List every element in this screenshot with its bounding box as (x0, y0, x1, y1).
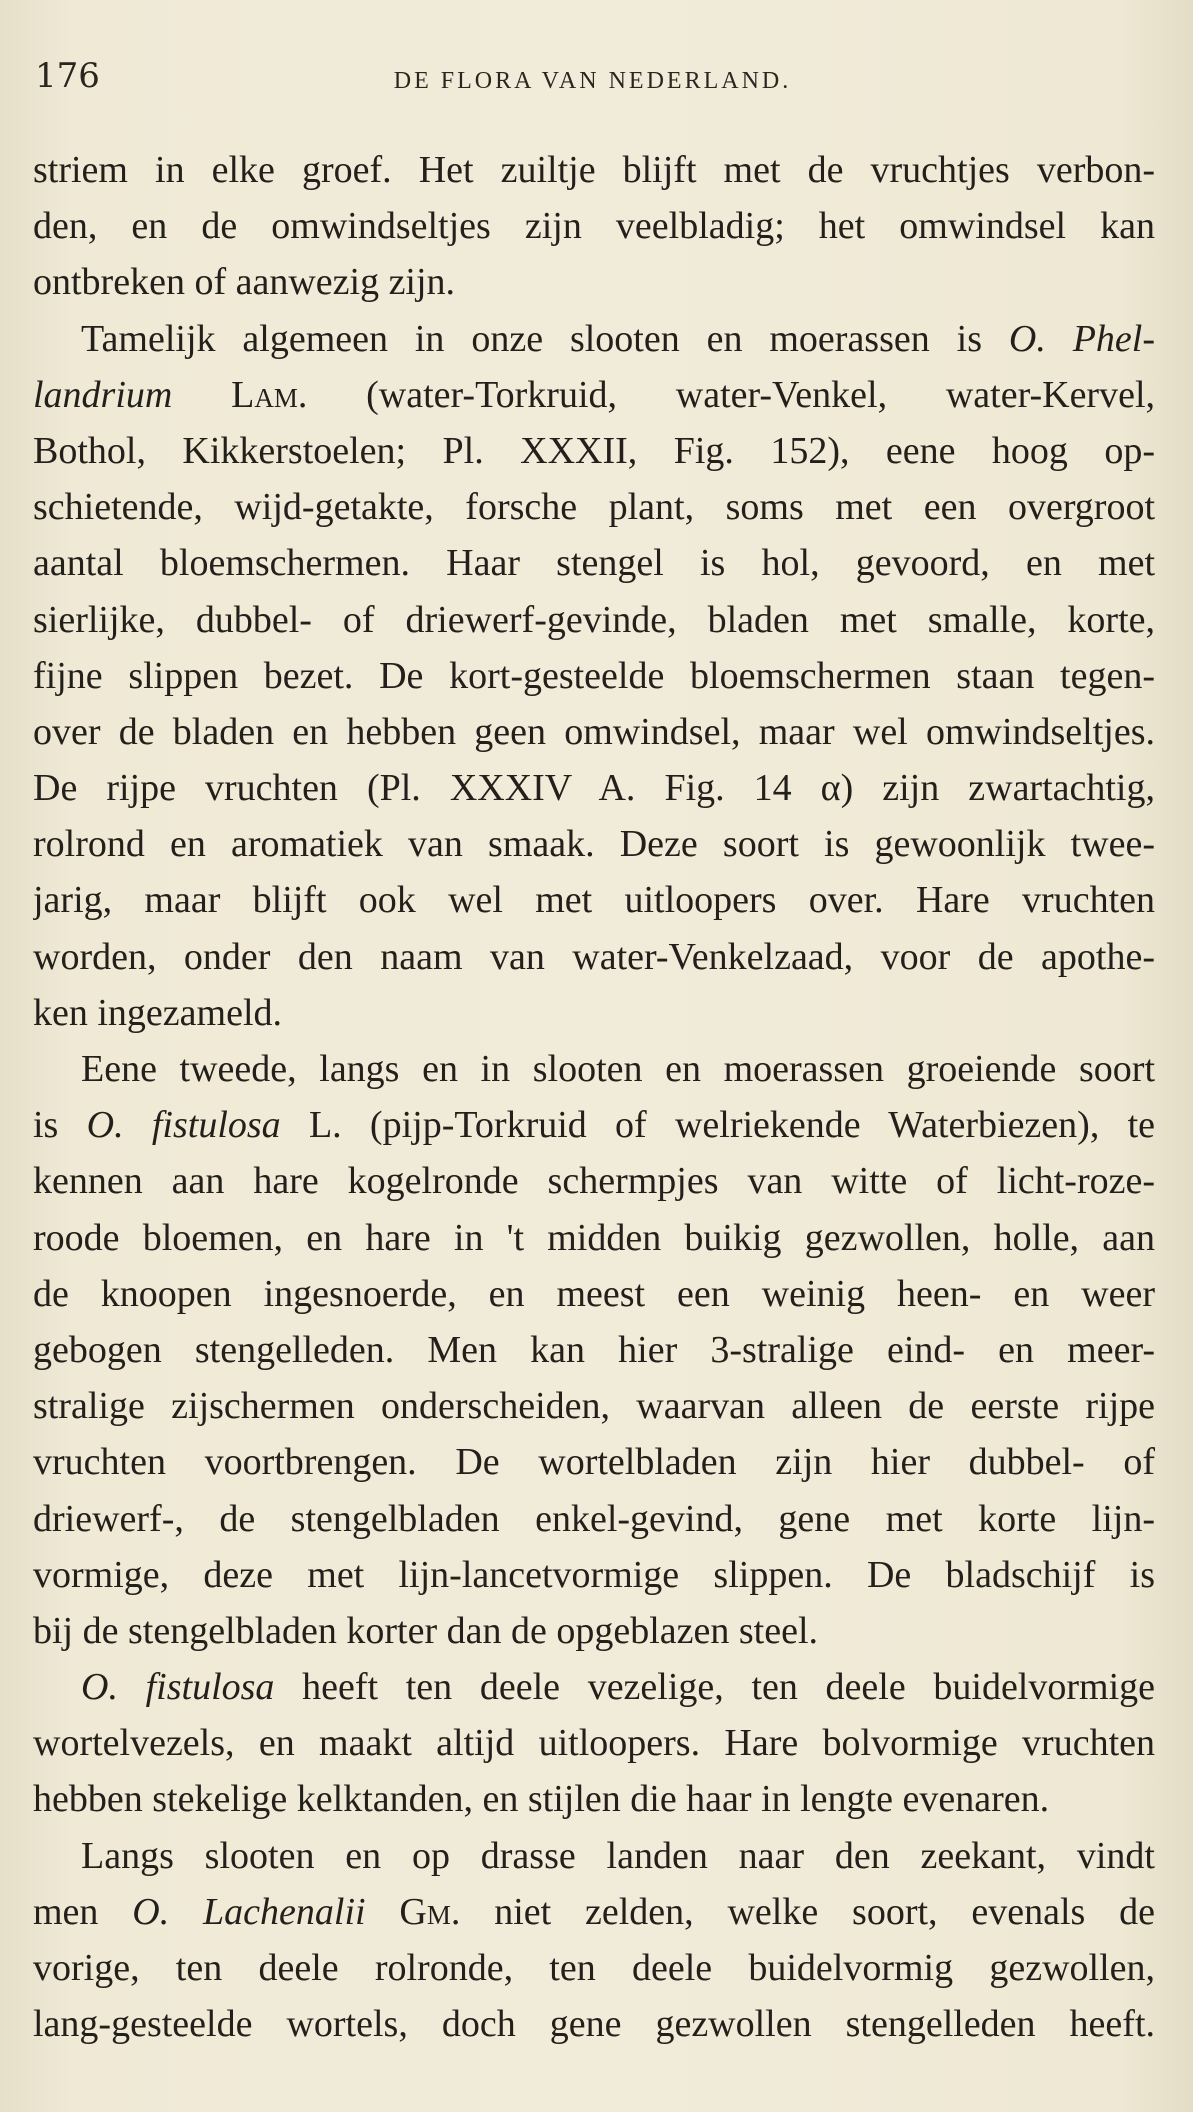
text-line: vruchten voortbrengen. De wortelbladen zijn hier dubbel- of (33, 1441, 1155, 1484)
text-line: O. fistulosa heeft ten deele vezelige, ten deele buidelvormige (81, 1666, 1155, 1709)
text-line: aantal bloemschermen. Haar stengel is hol, gevoord, en met (33, 542, 1155, 585)
text-line: bij de stengelbladen korter dan de opgeblazen steel. (33, 1609, 819, 1652)
text-line: landrium Lam. (water-Torkruid, water-Venkel, water-Kervel, (33, 373, 1155, 416)
text-line: Langs slooten en op drasse landen naar den zeekant, vindt (81, 1834, 1155, 1877)
text-line: De rijpe vruchten (Pl. XXXIV A. Fig. 14 α) zijn zwartachtig, (33, 767, 1155, 810)
species-name: O. fistulosa (86, 1104, 281, 1147)
text-line: fijne slippen bezet. De kort-gesteelde bloemschermen staan tegen- (33, 654, 1155, 697)
text-line: roode bloemen, en hare in 't midden buikig gezwollen, holle, aan (33, 1216, 1155, 1259)
species-name: landrium (33, 373, 173, 416)
text-line: ken ingezameld. (33, 991, 283, 1034)
text-line: lang-gesteelde wortels, doch gene gezwollen stengelleden heeft. (33, 2003, 1155, 2046)
species-name: O. Lachenalii (132, 1890, 366, 1933)
text-line: Tamelijk algemeen in onze slooten en moerassen is O. Phel- (81, 317, 1155, 360)
text-line: Eene tweede, langs en in slooten en moerassen groeiende soort (81, 1048, 1155, 1090)
text-line: worden, onder den naam van water-Venkelzaad, voor de apothe- (33, 935, 1155, 978)
author-abbrev: Lam. (231, 373, 308, 416)
text-line: men O. Lachenalii Gm. niet zelden, welke soort, evenals de (33, 1890, 1155, 1933)
text-line: hebben stekelige kelktanden, en stijlen die haar in lengte evenaren. (33, 1778, 1050, 1821)
text-line: vormige, deze met lijn-lancetvormige slippen. De bladschijf is (33, 1553, 1155, 1596)
text-line: de knoopen ingesnoerde, en meest een weinig heen- en weer (33, 1272, 1155, 1315)
text-line: driewerf-, de stengelbladen enkel-gevind, gene met korte lijn- (33, 1497, 1155, 1540)
text-line: stralige zijschermen onderscheiden, waarvan alleen de eerste rijpe (33, 1385, 1155, 1428)
text-line: kennen aan hare kogelronde schermpjes van witte of licht-roze- (33, 1160, 1155, 1203)
text-line: Bothol, Kikkerstoelen; Pl. XXXII, Fig. 152), eene hoog op- (33, 429, 1155, 472)
text-line: rolrond en aromatiek van smaak. Deze soort is gewoonlijk twee- (33, 823, 1155, 866)
text-line: sierlijke, dubbel- of driewerf-gevinde, bladen met smalle, korte, (33, 598, 1155, 641)
text-line: over de bladen en hebben geen omwindsel, maar wel omwindseltjes. (33, 710, 1155, 753)
text-line: gebogen stengelleden. Men kan hier 3-stralige eind- en meer- (33, 1328, 1155, 1371)
species-name: O. fistulosa (81, 1666, 275, 1709)
page-number: 176 (35, 56, 100, 96)
page-header (35, 50, 1150, 110)
author-abbrev: Gm. (399, 1890, 461, 1933)
running-title: DE FLORA VAN NEDERLAND. (393, 68, 792, 94)
text-line: schietende, wijd-getakte, forsche plant, soms met een overgroot (33, 486, 1155, 529)
text-line: vorige, ten deele rolronde, ten deele buidelvormig gezwollen, (33, 1947, 1155, 1989)
text-line: jarig, maar blijft ook wel met uitloopers over. Hare vruchten (33, 879, 1155, 922)
text-line: wortelvezels, en maakt altijd uitloopers. Hare bolvormige vruchten (33, 1722, 1155, 1765)
text-line: ontbreken of aanwezig zijn. (33, 261, 456, 304)
text-line: striem in elke groef. Het zuiltje blijft met de vruchtjes verbon- (33, 149, 1155, 191)
text-line: is O. fistulosa L. (pijp-Torkruid of welriekende Waterbiezen), te (33, 1104, 1155, 1147)
text-line: den, en de omwindseltjes zijn veelbladig; het omwindsel kan (33, 205, 1155, 248)
species-name: O. Phel- (1008, 317, 1155, 360)
body-text (33, 142, 1155, 2052)
